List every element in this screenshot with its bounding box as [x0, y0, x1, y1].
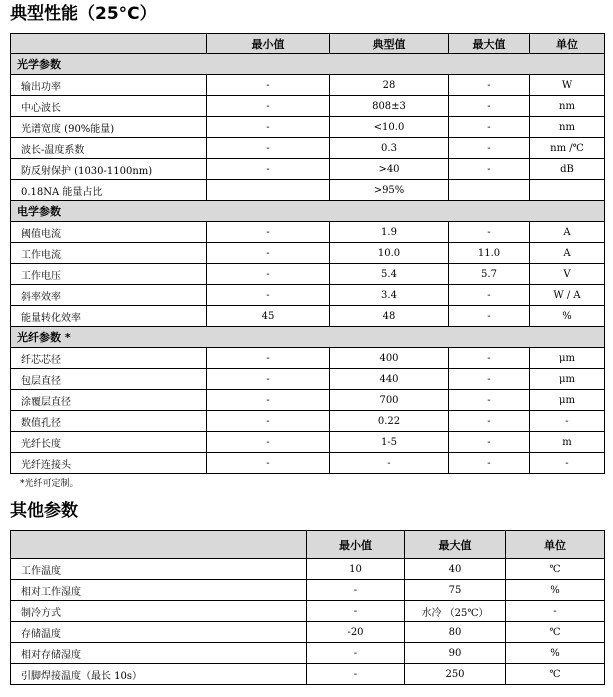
- min-value: -: [207, 75, 330, 96]
- min-value: -: [307, 643, 405, 664]
- param-name: 防反射保护 (1030-1100nm): [11, 159, 207, 180]
- unit: μm: [530, 390, 605, 411]
- typical-value: 48: [330, 306, 449, 327]
- param-name: 光纤连接头: [11, 453, 207, 474]
- unit: nm: [530, 117, 605, 138]
- typical-value: >95%: [330, 180, 449, 201]
- param-name: 引脚焊接温度（最长 10s）: [11, 664, 307, 685]
- table-row: [11, 643, 605, 664]
- max-value: -: [449, 369, 530, 390]
- table-row: [11, 306, 605, 327]
- table-row: [11, 664, 605, 685]
- unit: V: [530, 264, 605, 285]
- max-value: -: [449, 96, 530, 117]
- max-value: -: [449, 138, 530, 159]
- max-value: 5.7: [449, 264, 530, 285]
- min-value: -: [207, 117, 330, 138]
- unit: W: [530, 75, 605, 96]
- table-row: [11, 117, 605, 138]
- table-row: [11, 601, 605, 622]
- table-row: [11, 243, 605, 264]
- header-max: 最大值: [405, 531, 506, 559]
- max-value: -: [449, 348, 530, 369]
- table-row: [11, 285, 605, 306]
- max-value: -: [449, 222, 530, 243]
- max-value: 水冷 （25℃）: [405, 601, 506, 622]
- max-value: -: [449, 117, 530, 138]
- min-value: [207, 180, 330, 201]
- min-value: -: [307, 664, 405, 685]
- min-value: -: [207, 264, 330, 285]
- unit: A: [530, 222, 605, 243]
- typical-value: 5.4: [330, 264, 449, 285]
- typical-value: 0.3: [330, 138, 449, 159]
- unit: μm: [530, 369, 605, 390]
- header-max: 最大值: [449, 34, 530, 54]
- table-row: [11, 559, 605, 580]
- unit: -: [530, 411, 605, 432]
- typical-performance-title: 典型性能（25°C）: [10, 4, 157, 24]
- min-value: -: [207, 411, 330, 432]
- max-value: 80: [405, 622, 506, 643]
- param-name: 纤芯芯径: [11, 348, 207, 369]
- table-row: [11, 75, 605, 96]
- unit: nm: [530, 96, 605, 117]
- unit: m: [530, 432, 605, 453]
- min-value: -: [207, 348, 330, 369]
- min-value: -: [207, 390, 330, 411]
- param-name: 工作电压: [11, 264, 207, 285]
- section-row: [11, 201, 605, 222]
- table-row: [11, 159, 605, 180]
- min-value: -: [207, 453, 330, 474]
- typical-value: 1.9: [330, 222, 449, 243]
- typical-value: 10.0: [330, 243, 449, 264]
- param-name: 工作温度: [11, 559, 307, 580]
- table-row: [11, 180, 605, 201]
- table-row: [11, 580, 605, 601]
- param-name: 涂覆层直径: [11, 390, 207, 411]
- max-value: [449, 180, 530, 201]
- param-name: 工作电流: [11, 243, 207, 264]
- min-value: -: [207, 222, 330, 243]
- typical-value: -: [330, 453, 449, 474]
- param-name: 相对存储湿度: [11, 643, 307, 664]
- header-min: 最小值: [307, 531, 405, 559]
- table-header-row: [11, 34, 605, 54]
- unit: %: [506, 580, 605, 601]
- param-name: 0.18NA 能量占比: [11, 180, 207, 201]
- section-title: 光纤参数 *: [11, 327, 605, 348]
- table-row: [11, 264, 605, 285]
- min-value: 45: [207, 306, 330, 327]
- max-value: -: [449, 411, 530, 432]
- table-row: [11, 96, 605, 117]
- header-typical: 典型值: [330, 34, 449, 54]
- typical-value: 0.22: [330, 411, 449, 432]
- header-blank-cell: [11, 531, 307, 559]
- min-value: -: [207, 159, 330, 180]
- unit: ℃: [506, 622, 605, 643]
- unit: μm: [530, 348, 605, 369]
- min-value: -: [207, 243, 330, 264]
- typical-value: 400: [330, 348, 449, 369]
- param-name: 包层直径: [11, 369, 207, 390]
- table-row: [11, 348, 605, 369]
- param-name: 波长-温度系数: [11, 138, 207, 159]
- min-value: -20: [307, 622, 405, 643]
- max-value: -: [449, 432, 530, 453]
- min-value: -: [207, 138, 330, 159]
- max-value: 90: [405, 643, 506, 664]
- max-value: -: [449, 159, 530, 180]
- param-name: 斜率效率: [11, 285, 207, 306]
- min-value: 10: [307, 559, 405, 580]
- max-value: 11.0: [449, 243, 530, 264]
- max-value: 250: [405, 664, 506, 685]
- param-name: 存储温度: [11, 622, 307, 643]
- unit: dB: [530, 159, 605, 180]
- table-row: [11, 622, 605, 643]
- section-title: 电学参数: [11, 201, 605, 222]
- min-value: -: [207, 432, 330, 453]
- section-title: 光学参数: [11, 54, 605, 75]
- table-row: [11, 432, 605, 453]
- param-name: 相对工作湿度: [11, 580, 307, 601]
- param-name: 阈值电流: [11, 222, 207, 243]
- max-value: -: [449, 390, 530, 411]
- table-row: [11, 411, 605, 432]
- param-name: 输出功率: [11, 75, 207, 96]
- typical-value: 700: [330, 390, 449, 411]
- param-name: 光纤长度: [11, 432, 207, 453]
- max-value: -: [449, 453, 530, 474]
- typical-value: 3.4: [330, 285, 449, 306]
- typical-performance-table: [10, 33, 605, 474]
- param-name: 中心波长: [11, 96, 207, 117]
- min-value: -: [207, 369, 330, 390]
- param-name: 光谱宽度 (90%能量): [11, 117, 207, 138]
- min-value: -: [207, 285, 330, 306]
- other-parameters-table: [10, 530, 605, 685]
- unit: ℃: [506, 559, 605, 580]
- max-value: -: [449, 306, 530, 327]
- unit: ℃: [506, 664, 605, 685]
- table-header-row: [11, 531, 605, 559]
- unit: %: [506, 643, 605, 664]
- header-unit: 单位: [530, 34, 605, 54]
- max-value: -: [449, 285, 530, 306]
- table-row: [11, 138, 605, 159]
- table-row: [11, 453, 605, 474]
- unit: A: [530, 243, 605, 264]
- header-unit: 单位: [506, 531, 605, 559]
- max-value: -: [449, 75, 530, 96]
- typical-value: 1-5: [330, 432, 449, 453]
- unit: %: [530, 306, 605, 327]
- header-min: 最小值: [207, 34, 330, 54]
- min-value: -: [307, 580, 405, 601]
- unit: [530, 180, 605, 201]
- min-value: -: [307, 601, 405, 622]
- table-row: [11, 390, 605, 411]
- param-name: 数值孔径: [11, 411, 207, 432]
- param-name: 能量转化效率: [11, 306, 207, 327]
- unit: nm /℃: [530, 138, 605, 159]
- fiber-customization-note: *光纤可定制。: [20, 479, 79, 489]
- max-value: 40: [405, 559, 506, 580]
- table-row: [11, 369, 605, 390]
- unit: -: [530, 453, 605, 474]
- header-blank-cell: [11, 34, 207, 54]
- unit: -: [506, 601, 605, 622]
- section-row: [11, 327, 605, 348]
- table-row: [11, 222, 605, 243]
- typical-value: 440: [330, 369, 449, 390]
- typical-value: <10.0: [330, 117, 449, 138]
- min-value: -: [207, 96, 330, 117]
- typical-value: >40: [330, 159, 449, 180]
- typical-value: 28: [330, 75, 449, 96]
- unit: W / A: [530, 285, 605, 306]
- other-parameters-title: 其他参数: [10, 501, 78, 521]
- section-row: [11, 54, 605, 75]
- param-name: 制冷方式: [11, 601, 307, 622]
- max-value: 75: [405, 580, 506, 601]
- typical-value: 808±3: [330, 96, 449, 117]
